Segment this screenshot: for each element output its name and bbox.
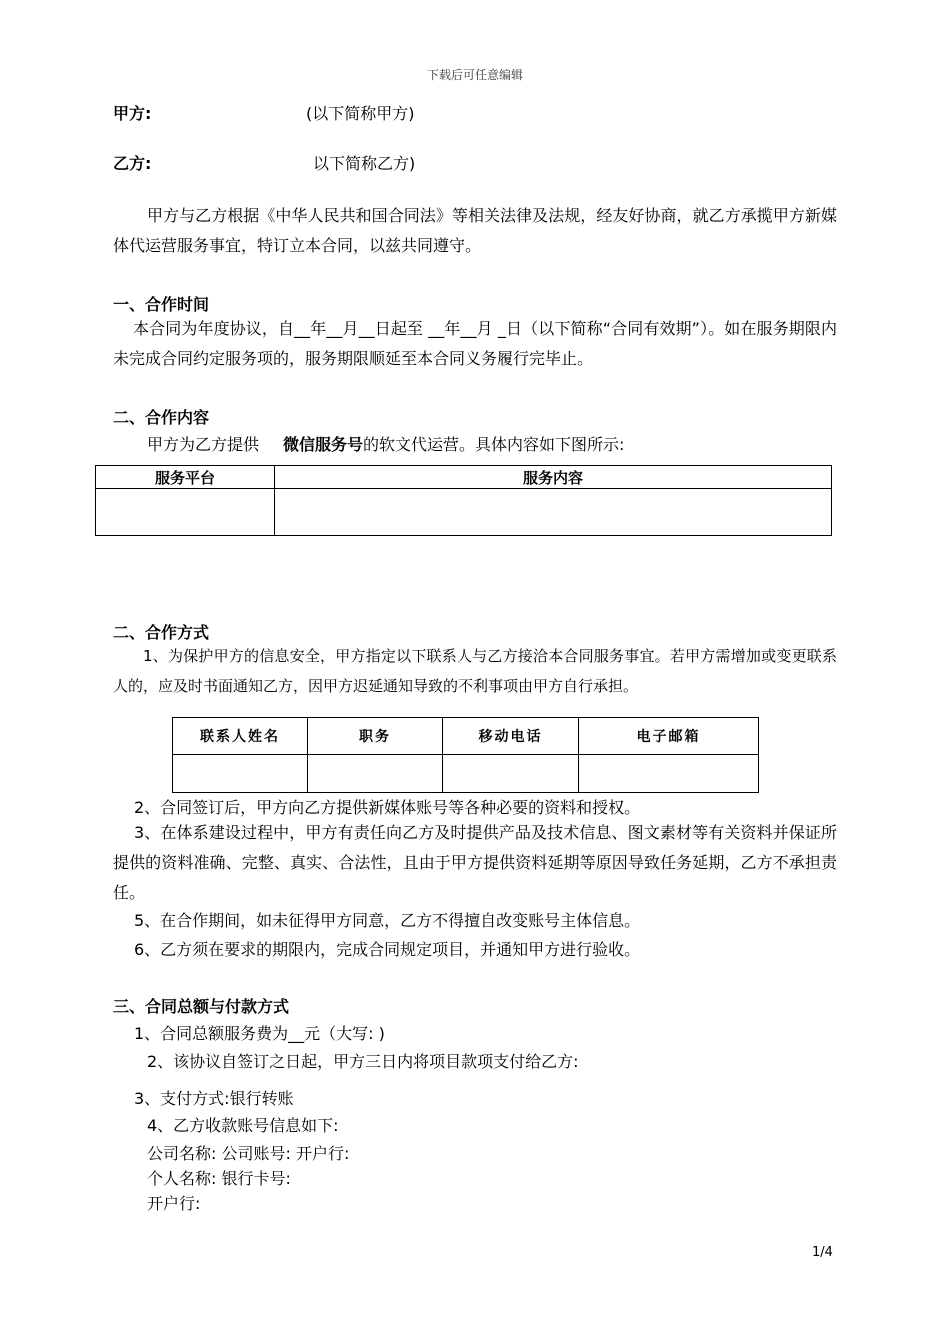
contact-header-email: 电子邮箱 <box>579 718 759 755</box>
party-b-label: 乙方: <box>113 154 152 173</box>
contact-table-cell <box>443 755 579 793</box>
contact-header-mobile: 移动电话 <box>443 718 579 755</box>
section-4-item-4: 4、乙方收款账号信息如下: <box>147 1116 339 1135</box>
section-3-item-6: 6、乙方须在要求的期限内，完成合同规定项目，并通知甲方进行验收。 <box>134 940 641 959</box>
service-table-row <box>96 489 832 536</box>
section-2-line-post: 的软文代运营。具体内容如下图所示: <box>363 435 625 454</box>
account-company-line: 公司名称: 公司账号: 开户行: <box>147 1144 350 1163</box>
service-table-header-row <box>96 466 832 489</box>
section-4-item-1: 1、合同总额服务费为__元（大写: ) <box>134 1024 385 1043</box>
section-3-title: 二、合作方式 <box>113 623 210 642</box>
party-b-note: 以下简称乙方) <box>313 154 416 173</box>
section-1-body: 本合同为年度协议，自__年__月__日起至 __年__月 _日（以下简称“合同有效期”）。如在服务期限内未完成合同约定服务项的，服务期限顺延至本合同义务履行完毕止。 <box>113 319 837 368</box>
service-table-cell <box>96 489 275 536</box>
section-4-title: 三、合同总额与付款方式 <box>113 997 290 1016</box>
service-table <box>95 465 832 536</box>
page-number: 1/4 <box>812 1245 833 1260</box>
contact-table-cell <box>173 755 308 793</box>
party-a-label: 甲方: <box>113 104 152 123</box>
contact-table-header-row <box>173 718 759 755</box>
contact-header-position: 职务 <box>308 718 443 755</box>
section-4-item-3: 3、支付方式:银行转账 <box>134 1089 294 1108</box>
intro-paragraph: 甲方与乙方根据《中华人民共和国合同法》等相关法律及法规，经友好协商，就乙方承揽甲方新媒体代运营服务事宜，特订立本合同，以兹共同遵守。 <box>113 206 837 255</box>
contact-table-row <box>173 755 759 793</box>
section-2-line-pre: 甲方为乙方提供 <box>147 435 260 454</box>
contact-table <box>172 717 759 793</box>
contact-table-cell <box>579 755 759 793</box>
section-3-item-1: 1、为保护甲方的信息安全，甲方指定以下联系人与乙方接洽本合同服务事宜。若甲方需增加或变更联系人的，应及时书面通知乙方，因甲方迟延通知导致的不利事项由甲方自行承担。 <box>113 647 837 695</box>
contact-header-name: 联系人姓名 <box>173 718 308 755</box>
section-2-line-bold: 微信服务号 <box>283 435 364 454</box>
section-2-title: 二、合作内容 <box>113 408 210 427</box>
service-table-header-platform: 服务平台 <box>96 466 275 489</box>
party-a-note: (以下简称甲方) <box>306 104 415 123</box>
account-personal-line: 个人名称: 银行卡号: <box>147 1169 291 1188</box>
section-1-title: 一、合作时间 <box>113 295 210 314</box>
section-3-item-2: 2、合同签订后，甲方向乙方提供新媒体账号等各种必要的资料和授权。 <box>134 798 641 817</box>
contact-table-cell <box>308 755 443 793</box>
account-bank-line: 开户行: <box>147 1194 201 1213</box>
section-4-item-2: 2、该协议自签订之日起，甲方三日内将项目款项支付给乙方: <box>147 1052 579 1071</box>
section-2-line <box>147 432 624 455</box>
service-table-cell <box>275 489 832 536</box>
service-table-header-content: 服务内容 <box>275 466 832 489</box>
section-3-item-3: 3、在体系建设过程中，甲方有责任向乙方及时提供产品及技术信息、图文素材等有关资料并保证所提供的资料准确、完整、真实、合法性，且由于甲方提供资料延期等原因导致任务延期，乙方不承担责任。 <box>113 823 837 902</box>
header-note: 下载后可任意编辑 <box>426 68 523 82</box>
section-3-item-5: 5、在合作期间，如未征得甲方同意，乙方不得擅自改变账号主体信息。 <box>134 911 641 930</box>
